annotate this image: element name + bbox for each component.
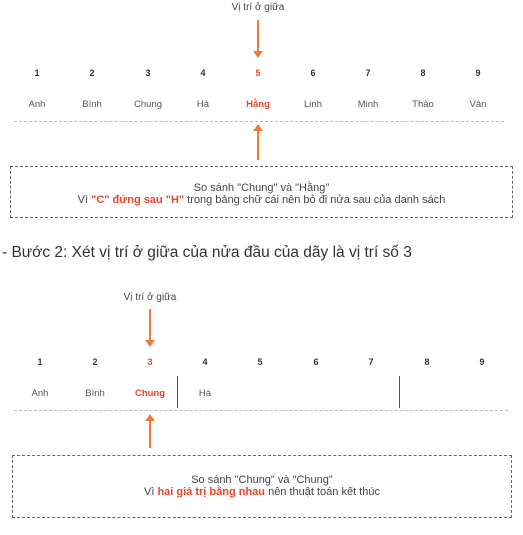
- middle-position-label: Vị trí ở giữa: [123, 292, 177, 303]
- position-number: 6: [313, 357, 319, 367]
- name-item: Hà: [196, 99, 210, 110]
- position-number-highlighted: 3: [147, 357, 153, 367]
- reason-highlight: hai giá trị bằng nhau: [157, 486, 266, 498]
- name-item: Minh: [357, 99, 379, 110]
- name-item: Anh: [31, 388, 49, 399]
- middle-position-label: Vị trí ở giữa: [231, 2, 285, 13]
- comparison-box: [12, 455, 512, 518]
- reason-highlight: "C" đứng sau "H": [91, 194, 185, 206]
- position-number: 9: [479, 357, 485, 367]
- name-item: Chung: [134, 99, 162, 110]
- position-number: 4: [200, 68, 206, 78]
- position-number: 3: [145, 68, 151, 78]
- name-item: Linh: [304, 99, 322, 110]
- reason-suffix: nên thuật toán kết thúc: [265, 486, 380, 498]
- name-item: Bình: [85, 388, 105, 399]
- position-number: 2: [89, 68, 95, 78]
- name-item: Thảo: [412, 99, 434, 110]
- comparison-text: So sánh "Chung" và "Chung": [191, 474, 333, 486]
- down-arrow-icon: [149, 309, 151, 341]
- position-number: 1: [37, 357, 43, 367]
- name-item-highlighted: Chung: [134, 388, 166, 399]
- position-number: 4: [202, 357, 208, 367]
- row-divider: [14, 121, 504, 122]
- comparison-box: [10, 166, 513, 218]
- reason-prefix: Vì: [144, 486, 158, 498]
- position-number: 1: [34, 68, 40, 78]
- down-arrow-icon: [257, 20, 259, 52]
- row-divider: [14, 410, 508, 411]
- position-number: 7: [365, 68, 371, 78]
- comparison-text: So sánh "Chung" và "Hằng": [193, 182, 330, 194]
- reason-text: [11, 194, 512, 206]
- name-item: Hà: [198, 388, 212, 399]
- name-item: Anh: [28, 99, 46, 110]
- up-arrow-icon: [149, 420, 151, 448]
- position-number: 8: [420, 68, 426, 78]
- position-number: 5: [257, 357, 263, 367]
- name-item: Vân: [469, 99, 487, 110]
- position-number: 8: [424, 357, 430, 367]
- step-2-heading: - Bước 2: Xét vị trí ở giữa của nửa đầu của dãy là vị trí số 3: [2, 244, 412, 261]
- position-number: 2: [92, 357, 98, 367]
- name-item: Bình: [82, 99, 102, 110]
- range-start-divider: [177, 376, 178, 408]
- position-number: 9: [475, 68, 481, 78]
- position-number-highlighted: 5: [255, 68, 261, 78]
- reason-suffix: trong bảng chữ cái nên bỏ đi nửa sau của danh sách: [184, 194, 446, 206]
- reason-text: [13, 486, 511, 498]
- position-number: 6: [310, 68, 316, 78]
- reason-prefix: Vì: [77, 194, 92, 206]
- name-item-highlighted: Hằng: [246, 99, 270, 110]
- up-arrow-icon: [257, 130, 259, 160]
- position-number: 7: [368, 357, 374, 367]
- range-end-divider: [399, 376, 400, 408]
